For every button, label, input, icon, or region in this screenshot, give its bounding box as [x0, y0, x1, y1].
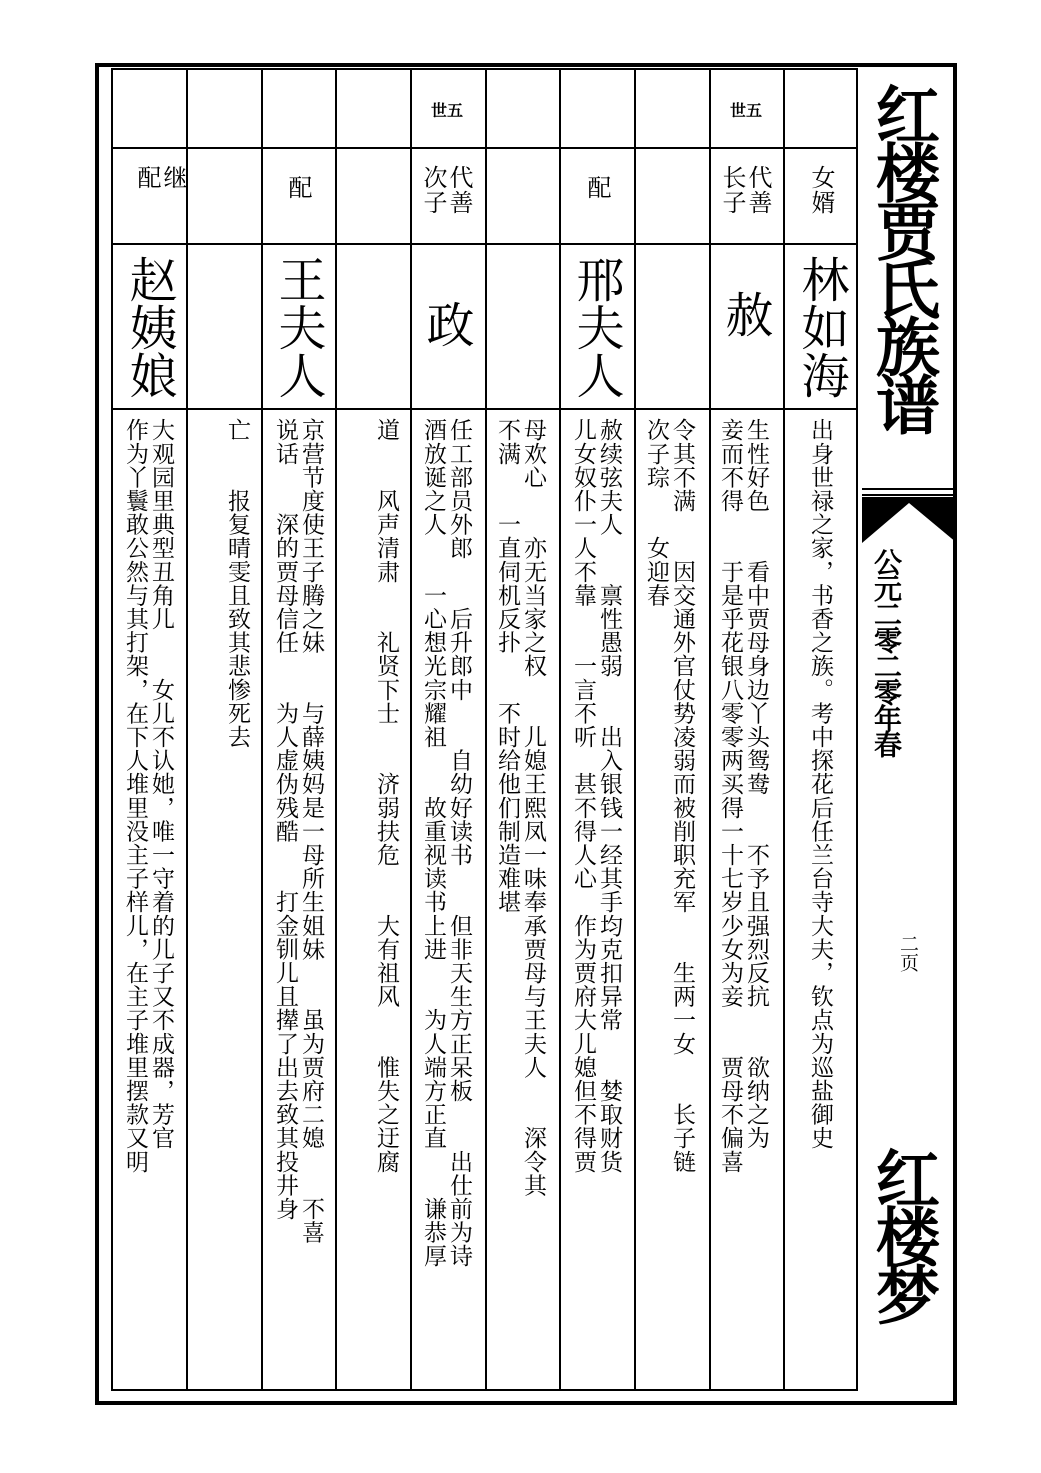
col-divider — [410, 70, 412, 1389]
title-rule — [862, 488, 957, 490]
person-description: 令其不满 因交通外官仗势凌弱而被削职充军 生两一女 长子链 次子琮 女迎春 — [643, 418, 695, 1174]
col-divider — [709, 70, 711, 1389]
row-divider — [113, 147, 856, 149]
person-name: 赦 — [717, 290, 773, 338]
date-text: 公元二零二零年春 — [870, 548, 903, 756]
row-divider — [113, 408, 856, 410]
footer-title: 红楼梦 — [865, 1146, 940, 1320]
person-description: 赦续弦夫人 禀性愚弱 出入银钱一经其手均克扣异常 婪取财货 儿女奴仆一人不靠 一言不听 甚不得人心 作为贾府大儿媳但不得贾 — [570, 418, 622, 1174]
col-divider — [783, 70, 785, 1389]
person-description: 母欢心 亦无当家之权 儿媳王熙凤一味奉承贾母与王夫人 深令其 不满 一直伺机反扑 不时给他们制造难堪 — [494, 418, 546, 1197]
person-description: 道 风声清肃 礼贤下士 济弱扶危 大有祖风 惟失之迂腐 — [373, 418, 399, 1174]
book-title: 红楼贾氏族谱 — [865, 82, 940, 430]
col-divider — [559, 70, 561, 1389]
row-divider — [113, 243, 856, 245]
relation-label: 继 配 — [133, 165, 187, 190]
relation-label: 女婿 — [807, 165, 835, 215]
relation-label: 代善 次子 — [419, 165, 473, 215]
relation-label: 代善 长子 — [718, 165, 772, 215]
col-divider — [261, 70, 263, 1389]
person-description: 亡 报复晴雯且致其悲惨死去 — [224, 418, 250, 749]
generation-label: 世五 — [430, 101, 463, 120]
page-number: 二页 — [897, 934, 919, 972]
col-divider — [485, 70, 487, 1389]
col-divider — [634, 70, 636, 1389]
person-name: 林如海 — [793, 255, 849, 399]
generation-label: 世五 — [729, 101, 762, 120]
arrow-banner — [862, 497, 957, 543]
col-divider — [186, 70, 188, 1389]
relation-label: 配 — [583, 175, 611, 200]
person-description: 京营节度使王子腾之妹 与薛姨妈是一母所生姐妹 虽为贾府二媳 不喜 说话 深的贾母信任 为人虚伪残酷 打金钏儿且撵了出去致其投井身 — [272, 418, 324, 1244]
person-name: 王夫人 — [270, 255, 326, 399]
col-divider — [335, 70, 337, 1389]
person-name: 政 — [418, 300, 474, 348]
person-name: 邢夫人 — [568, 255, 624, 399]
title-rule — [862, 494, 957, 496]
person-description: 出身世禄之家，书香之族。考中探花后任兰台寺大夫，钦点为巡盐御史 — [807, 418, 833, 1150]
person-name: 赵姨娘 — [121, 255, 177, 399]
relation-label: 配 — [284, 175, 312, 200]
person-description: 大观园里典型丑角儿 女儿不认她，唯一守着的儿子又不成器，芳官 作为丫鬟敢公然与其打架，在下人堆里没主子样儿，在主子堆里摆款又明 — [122, 418, 174, 1174]
person-description: 任工部员外郎 后升郎中 自幼好读书 但非天生方正呆板 出仕前为诗 酒放诞之人 一心想光宗耀祖 故重视读书上进 为人端方正直 谦恭厚 — [420, 418, 472, 1268]
person-description: 生性好色 看中贾母身边丫头鸳鸯 不予且强烈反抗 欲纳之为 妾而不得 于是乎花银八零零两买得一十七岁少女为妾 贾母不偏喜 — [717, 418, 769, 1174]
